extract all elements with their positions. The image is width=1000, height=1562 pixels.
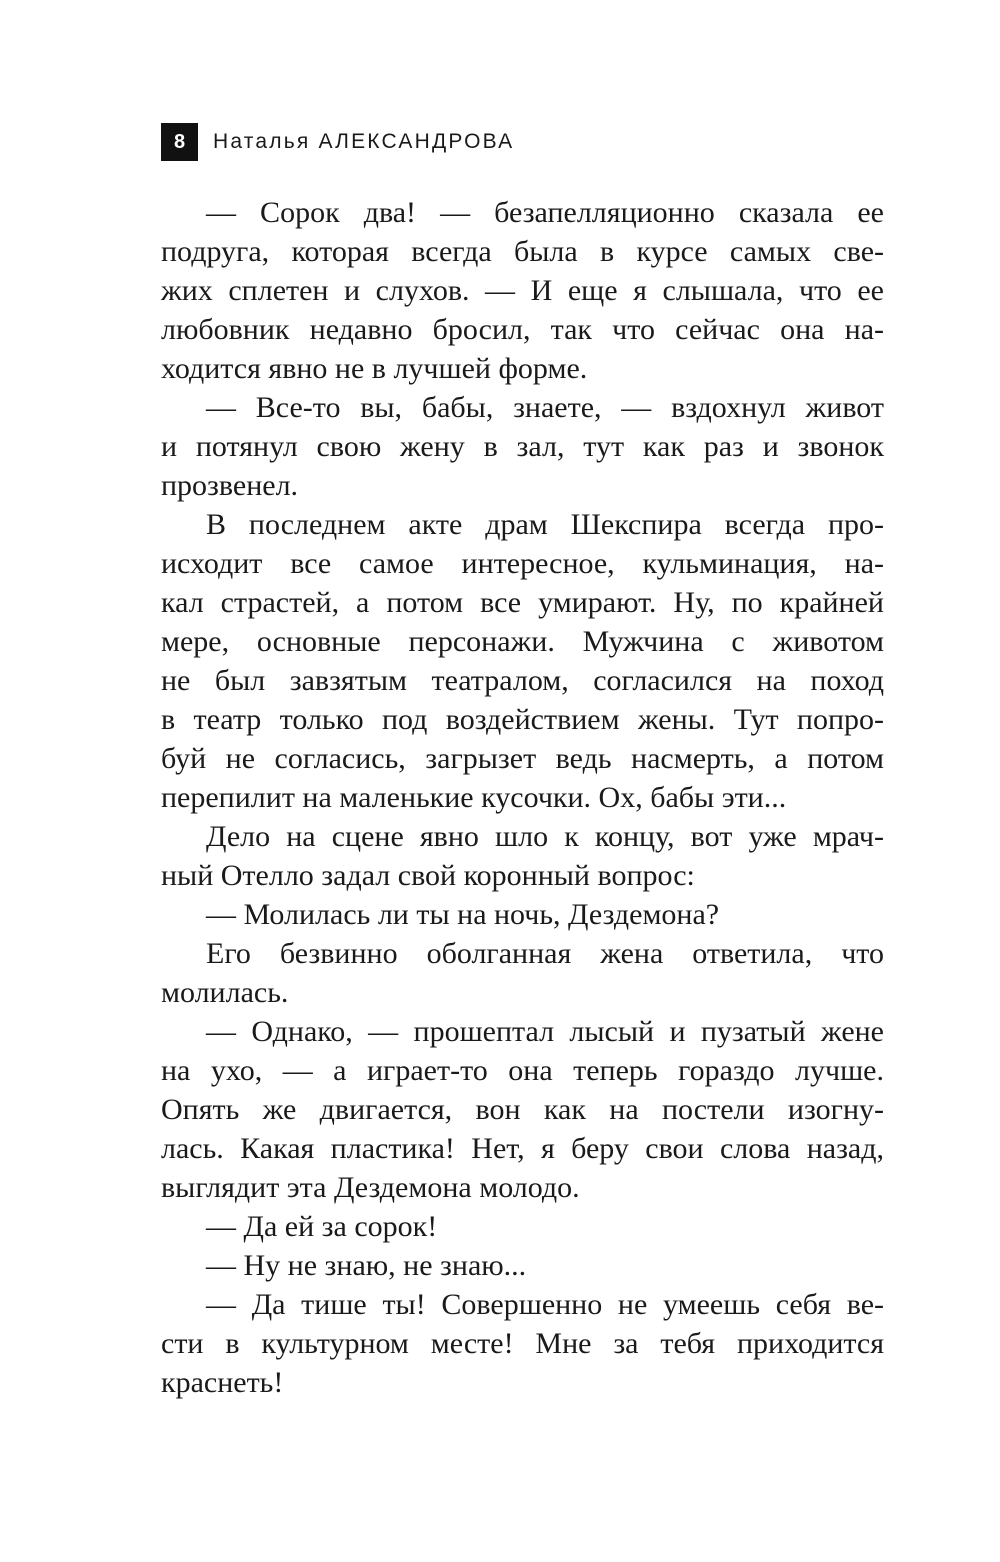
text-line: — Сорок два! — безапелляционно сказала ее (206, 196, 884, 229)
text-line: подруга, которая всегда была в курсе самых све- (161, 235, 884, 268)
page-number-badge: 8 (161, 123, 198, 161)
text-line: В последнем акте драм Шекспира всегда про- (206, 508, 884, 541)
text-line: краснеть! (161, 1366, 284, 1399)
text-line: буй не согласись, загрызет ведь насмерть, а потом (161, 742, 884, 775)
text-line: на ухо, — а играет-то она теперь гораздо лучше. (161, 1054, 884, 1087)
text-line: ный Отелло задал свой коронный вопрос: (161, 859, 695, 892)
text-line: мере, основные персонажи. Мужчина с животом (161, 625, 884, 658)
text-line: жих сплетен и слухов. — И еще я слышала, что ее (161, 274, 884, 307)
text-line: Его безвинно оболганная жена ответила, что (206, 937, 884, 970)
text-line: Опять же двигается, вон как на постели изогну- (161, 1093, 884, 1126)
text-line: в театр только под воздействием жены. Тут попро- (161, 703, 884, 736)
text-line: и потянул свою жену в зал, тут как раз и звонок (161, 430, 884, 463)
text-line: молилась. (161, 976, 289, 1009)
text-line: Дело на сцене явно шло к концу, вот уже мрач- (206, 820, 884, 853)
text-line: прозвенел. (161, 469, 299, 502)
text-line: — Да тише ты! Совершенно не умеешь себя ве- (206, 1288, 884, 1321)
text-line: кал страстей, а потом все умирают. Ну, по крайней (161, 586, 884, 619)
text-line: — Да ей за сорок! (206, 1210, 438, 1243)
text-line: ходится явно не в лучшей форме. (161, 352, 588, 385)
text-line: выглядит эта Дездемона молодо. (161, 1171, 580, 1204)
running-header (161, 123, 514, 161)
text-line: — Однако, — прошептал лысый и пузатый жене (206, 1015, 884, 1048)
text-line: лась. Какая пластика! Нет, я беру свои слова назад, (161, 1132, 884, 1165)
body-text (161, 193, 884, 1402)
text-line: сти в культурном месте! Мне за тебя приходится (161, 1327, 884, 1360)
text-line: исходит все самое интересное, кульминация, на- (161, 547, 884, 580)
running-title: Наталья АЛЕКСАНДРОВА (213, 130, 515, 153)
text-line: — Молилась ли ты на ночь, Дездемона? (206, 898, 720, 931)
text-line: не был завзятым театралом, согласился на поход (161, 664, 884, 697)
text-line: перепилит на маленькие кусочки. Ох, бабы эти... (161, 781, 787, 814)
text-line: — Все-то вы, бабы, знаете, — вздохнул живот (206, 391, 884, 424)
text-line: любовник недавно бросил, так что сейчас она на- (161, 313, 884, 346)
text-line: — Ну не знаю, не знаю... (206, 1249, 527, 1282)
